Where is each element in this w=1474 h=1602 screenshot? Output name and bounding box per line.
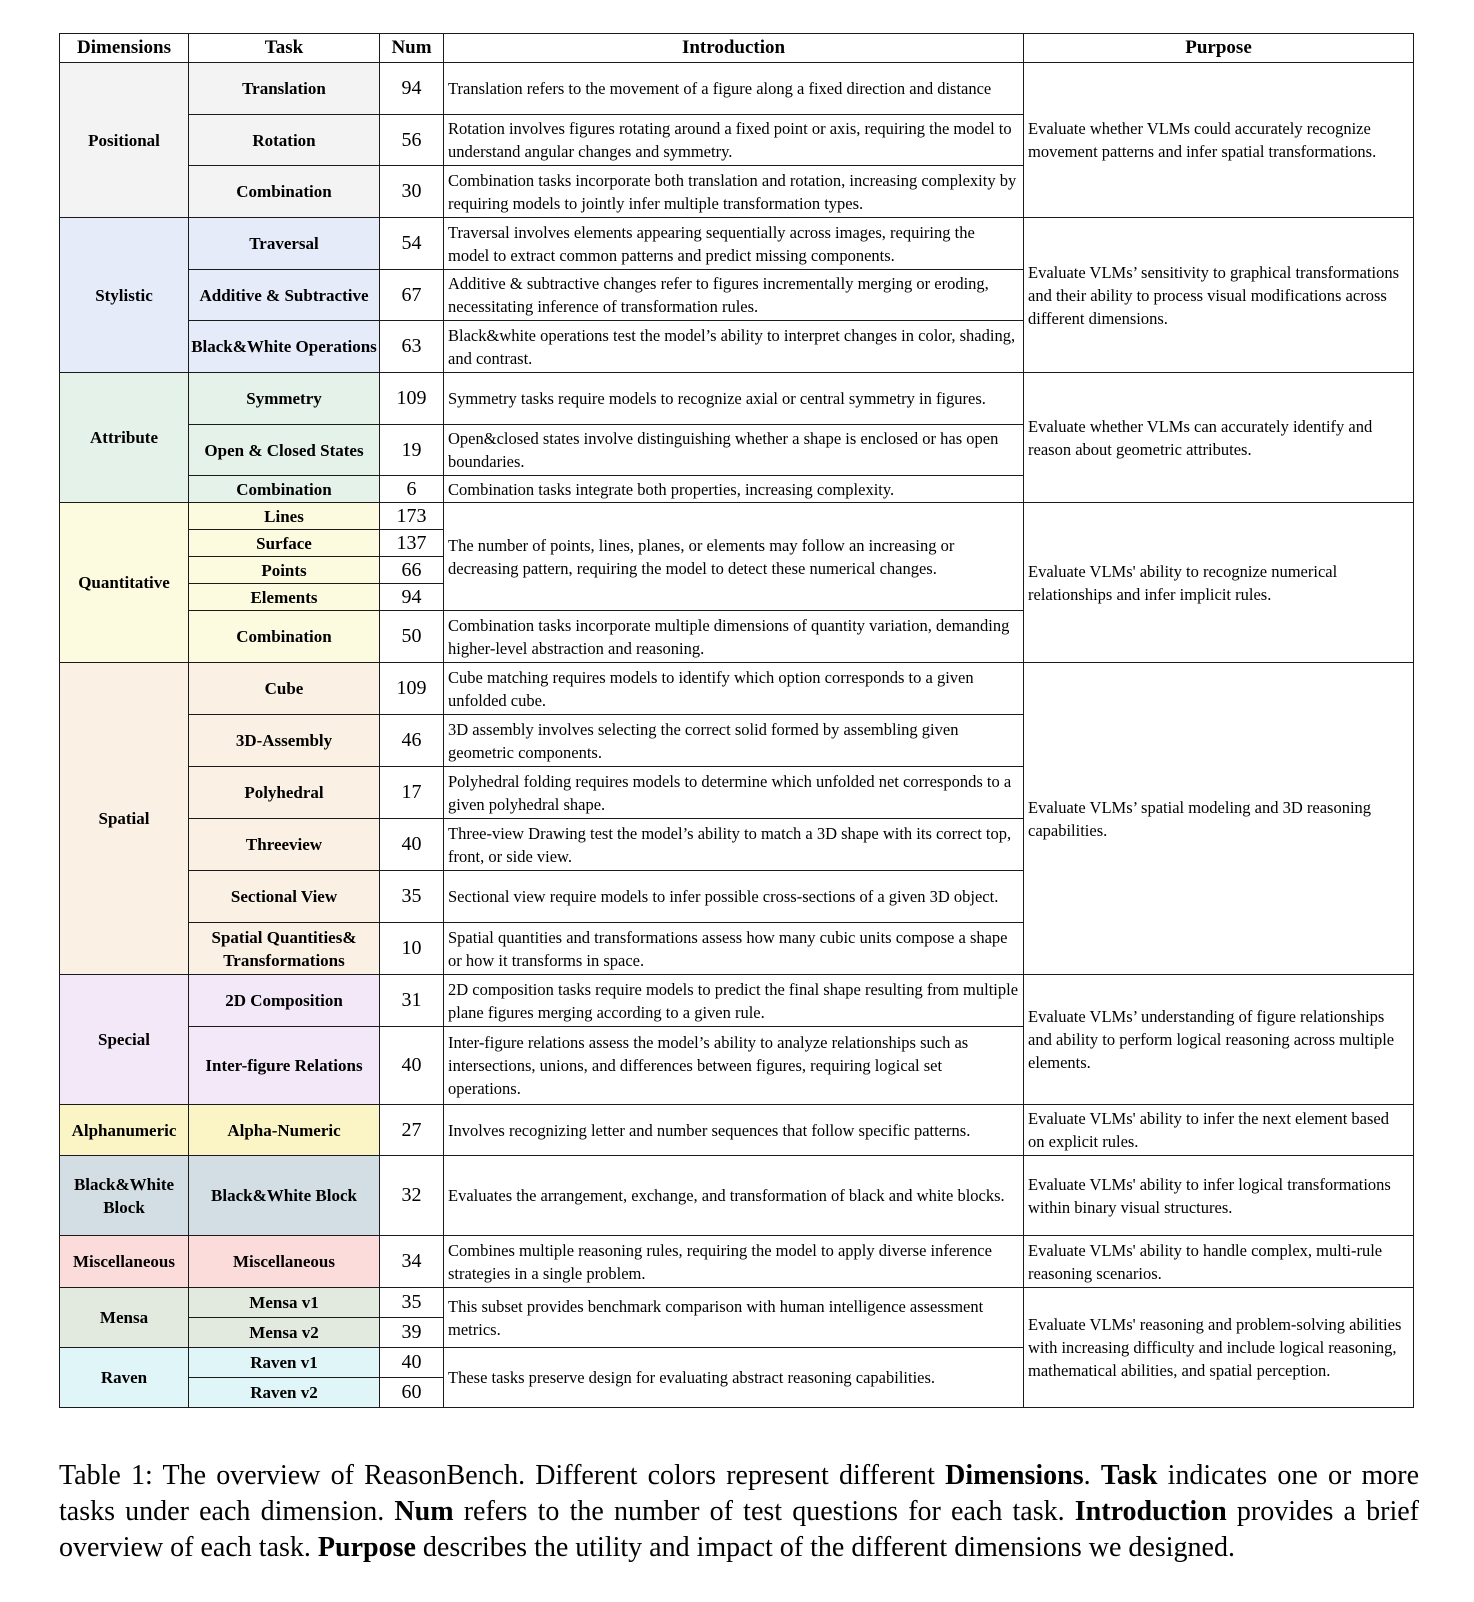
task-cell: Traversal [189,218,380,270]
intro-cell: Combination tasks incorporate multiple dimensions of quantity variation, demanding higher-level abstraction and reasoning. [444,611,1024,663]
table-row [60,63,1414,115]
intro-cell: Translation refers to the movement of a figure along a fixed direction and distance [444,63,1024,115]
overview-table-wrapper [59,33,1413,1408]
intro-cell: Open&closed states involve distinguishing whether a shape is enclosed or has open boundaries. [444,425,1024,476]
caption-text: describes the utility and impact of the different dimensions we designed. [415,1532,1235,1563]
caption-text: Table 1: The overview of ReasonBench. Different colors represent different [59,1460,946,1491]
purpose-cell: Evaluate VLMs’ understanding of figure relationships and ability to perform logical reasoning across multiple elements. [1024,975,1414,1105]
dimension-cell: Attribute [60,373,189,503]
intro-cell: Involves recognizing letter and number sequences that follow specific patterns. [444,1105,1024,1156]
intro-cell: Polyhedral folding requires models to determine which unfolded net corresponds to a given polyhedral shape. [444,767,1024,819]
task-cell: Rotation [189,115,380,166]
dimension-cell: Stylistic [60,218,189,373]
intro-cell: Combination tasks integrate both properties, increasing complexity. [444,476,1024,503]
task-cell: Additive & Subtractive [189,270,380,321]
purpose-cell: Evaluate whether VLMs could accurately recognize movement patterns and infer spatial transformations. [1024,63,1414,218]
intro-cell: Cube matching requires models to identify which option corresponds to a given unfolded cube. [444,663,1024,715]
table-row [60,1105,1414,1156]
dimension-cell: Quantitative [60,503,189,663]
caption-bold-term: Dimensions [945,1460,1084,1491]
num-cell: 46 [380,715,444,767]
header-introduction: Introduction [444,34,1024,63]
purpose-cell: Evaluate whether VLMs can accurately identify and reason about geometric attributes. [1024,373,1414,503]
table-row [60,1156,1414,1236]
num-cell: 6 [380,476,444,503]
intro-cell: This subset provides benchmark comparison with human intelligence assessment metrics. [444,1288,1024,1348]
task-cell: Spatial Quantities& Transformations [189,923,380,975]
task-cell: Mensa v2 [189,1318,380,1348]
table-caption [59,1458,1419,1566]
intro-cell: Black&white operations test the model’s ability to interpret changes in color, shading, and contrast. [444,321,1024,373]
num-cell: 34 [380,1236,444,1288]
dimension-cell: Positional [60,63,189,218]
task-cell: Raven v2 [189,1378,380,1408]
caption-bold-term: Num [394,1496,454,1527]
task-cell: Alpha-Numeric [189,1105,380,1156]
table-row [60,663,1414,715]
caption-text: indicates one or more tasks under each dimension. [59,1460,1420,1527]
purpose-cell: Evaluate VLMs' ability to recognize numerical relationships and infer implicit rules. [1024,503,1414,663]
num-cell: 173 [380,503,444,530]
dimension-cell: Spatial [60,663,189,975]
num-cell: 56 [380,115,444,166]
task-cell: Polyhedral [189,767,380,819]
purpose-cell: Evaluate VLMs' reasoning and problem-solving abilities with increasing difficulty and include logical reasoning, mathematical abilities, and spatial perception. [1024,1288,1414,1408]
intro-cell: Rotation involves figures rotating around a fixed point or axis, requiring the model to understand angular changes and symmetry. [444,115,1024,166]
num-cell: 35 [380,1288,444,1318]
caption-text: . [1083,1460,1101,1491]
intro-cell: Combines multiple reasoning rules, requiring the model to apply diverse inference strategies in a single problem. [444,1236,1024,1288]
purpose-cell: Evaluate VLMs' ability to infer the next element based on explicit rules. [1024,1105,1414,1156]
task-cell: Open & Closed States [189,425,380,476]
intro-cell: Evaluates the arrangement, exchange, and transformation of black and white blocks. [444,1156,1024,1236]
overview-table [59,33,1414,1408]
num-cell: 17 [380,767,444,819]
num-cell: 60 [380,1378,444,1408]
caption-text: provides a brief overview of each task. [59,1496,1419,1563]
intro-cell: Symmetry tasks require models to recognize axial or central symmetry in figures. [444,373,1024,425]
num-cell: 63 [380,321,444,373]
task-cell: Lines [189,503,380,530]
task-cell: Combination [189,611,380,663]
dimension-cell: Alphanumeric [60,1105,189,1156]
task-cell: Black&White Operations [189,321,380,373]
intro-cell: Sectional view require models to infer possible cross-sections of a given 3D object. [444,871,1024,923]
num-cell: 32 [380,1156,444,1236]
dimension-cell: Miscellaneous [60,1236,189,1288]
header-num: Num [380,34,444,63]
num-cell: 35 [380,871,444,923]
caption-text: refers to the number of test questions for each task. [453,1496,1075,1527]
table-header-row [60,34,1414,63]
task-cell: Translation [189,63,380,115]
dimension-cell: Black&White Block [60,1156,189,1236]
num-cell: 67 [380,270,444,321]
num-cell: 54 [380,218,444,270]
num-cell: 94 [380,63,444,115]
num-cell: 109 [380,373,444,425]
header-dimensions: Dimensions [60,34,189,63]
purpose-cell: Evaluate VLMs’ sensitivity to graphical transformations and their ability to process visual modifications across different dimensions. [1024,218,1414,373]
header-purpose: Purpose [1024,34,1414,63]
intro-cell: 2D composition tasks require models to predict the final shape resulting from multiple plane figures merging according to a given rule. [444,975,1024,1027]
task-cell: 2D Composition [189,975,380,1027]
task-cell: Points [189,557,380,584]
table-row [60,503,1414,530]
num-cell: 30 [380,166,444,218]
num-cell: 40 [380,1027,444,1105]
table-row [60,975,1414,1027]
task-cell: Elements [189,584,380,611]
num-cell: 39 [380,1318,444,1348]
table-row [60,373,1414,425]
table-row [60,218,1414,270]
num-cell: 66 [380,557,444,584]
task-cell: Surface [189,530,380,557]
task-cell: Cube [189,663,380,715]
caption-bold-term: Introduction [1074,1496,1227,1527]
task-cell: Raven v1 [189,1348,380,1378]
intro-cell: Traversal involves elements appearing sequentially across images, requiring the model to extract common patterns and predict missing components. [444,218,1024,270]
num-cell: 137 [380,530,444,557]
intro-cell: 3D assembly involves selecting the correct solid formed by assembling given geometric components. [444,715,1024,767]
num-cell: 27 [380,1105,444,1156]
task-cell: Sectional View [189,871,380,923]
task-cell: Inter-figure Relations [189,1027,380,1105]
task-cell: Combination [189,166,380,218]
dimension-cell: Raven [60,1348,189,1408]
num-cell: 40 [380,1348,444,1378]
num-cell: 10 [380,923,444,975]
task-cell: Black&White Block [189,1156,380,1236]
intro-cell: The number of points, lines, planes, or elements may follow an increasing or decreasing pattern, requiring the model to detect these numerical changes. [444,503,1024,611]
intro-cell: Combination tasks incorporate both translation and rotation, increasing complexity by requiring models to jointly infer multiple transformation types. [444,166,1024,218]
task-cell: Mensa v1 [189,1288,380,1318]
task-cell: Threeview [189,819,380,871]
table-row [60,1236,1414,1288]
task-cell: Symmetry [189,373,380,425]
intro-cell: Three-view Drawing test the model’s ability to match a 3D shape with its correct top, front, or side view. [444,819,1024,871]
num-cell: 19 [380,425,444,476]
num-cell: 94 [380,584,444,611]
purpose-cell: Evaluate VLMs' ability to handle complex, multi-rule reasoning scenarios. [1024,1236,1414,1288]
header-task: Task [189,34,380,63]
task-cell: 3D-Assembly [189,715,380,767]
task-cell: Miscellaneous [189,1236,380,1288]
purpose-cell: Evaluate VLMs' ability to infer logical transformations within binary visual structures. [1024,1156,1414,1236]
num-cell: 50 [380,611,444,663]
num-cell: 40 [380,819,444,871]
dimension-cell: Mensa [60,1288,189,1348]
caption-bold-term: Task [1100,1460,1158,1491]
purpose-cell: Evaluate VLMs’ spatial modeling and 3D reasoning capabilities. [1024,663,1414,975]
num-cell: 31 [380,975,444,1027]
num-cell: 109 [380,663,444,715]
intro-cell: These tasks preserve design for evaluating abstract reasoning capabilities. [444,1348,1024,1408]
intro-cell: Spatial quantities and transformations assess how many cubic units compose a shape or how it transforms in space. [444,923,1024,975]
caption-bold-term: Purpose [317,1532,416,1563]
table-row [60,1288,1414,1318]
intro-cell: Additive & subtractive changes refer to figures incrementally merging or eroding, necessitating inference of transformation rules. [444,270,1024,321]
intro-cell: Inter-figure relations assess the model’s ability to analyze relationships such as intersections, unions, and differences between figures, requiring logical set operations. [444,1027,1024,1105]
dimension-cell: Special [60,975,189,1105]
task-cell: Combination [189,476,380,503]
